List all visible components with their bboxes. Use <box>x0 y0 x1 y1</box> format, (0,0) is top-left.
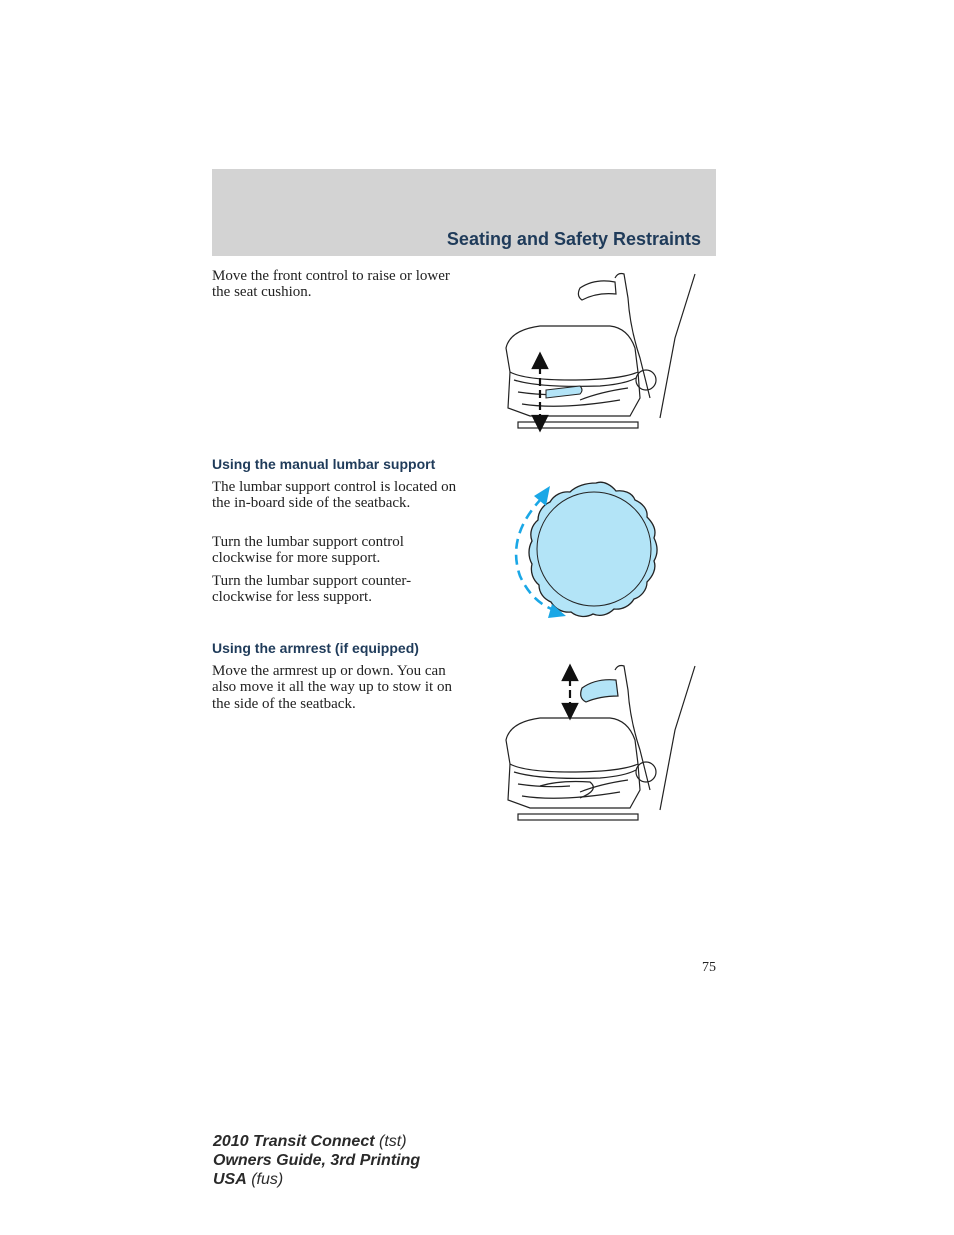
armrest-heading: Using the armrest (if equipped) <box>212 640 419 656</box>
lumbar-paragraph-3: Turn the lumbar support counter-clockwise for less support. <box>212 573 412 606</box>
armrest-illustration <box>500 660 705 828</box>
footer-line-1 <box>213 1132 420 1151</box>
lumbar-paragraph-2: Turn the lumbar support control clockwise for more support. <box>212 534 404 567</box>
footer-line-2: Owners Guide, 3rd Printing <box>213 1152 421 1169</box>
footer <box>213 1132 420 1189</box>
armrest-text: Move the armrest up or down. You can also move it all the way up to stow it on the side of the seatback. <box>212 663 452 712</box>
seat-cushion-illustration <box>500 268 705 436</box>
footer-line-3 <box>213 1170 420 1189</box>
lumbar-knob-illustration <box>508 476 666 624</box>
footer-model: 2010 Transit Connect <box>213 1133 375 1150</box>
lumbar-paragraph-1: The lumbar support control is located on the in-board side of the seatback. <box>212 479 457 512</box>
section-title: Seating and Safety Restraints <box>446 229 701 249</box>
footer-market: USA <box>213 1171 247 1188</box>
footer-market-code: (fus) <box>246 1171 284 1188</box>
seat-cushion-text: Move the front control to raise or lower the seat cushion. <box>212 268 450 301</box>
lumbar-heading: Using the manual lumbar support <box>212 456 436 472</box>
footer-model-code: (tst) <box>374 1133 407 1150</box>
page-number: 75 <box>702 960 716 975</box>
section-header <box>212 169 716 256</box>
